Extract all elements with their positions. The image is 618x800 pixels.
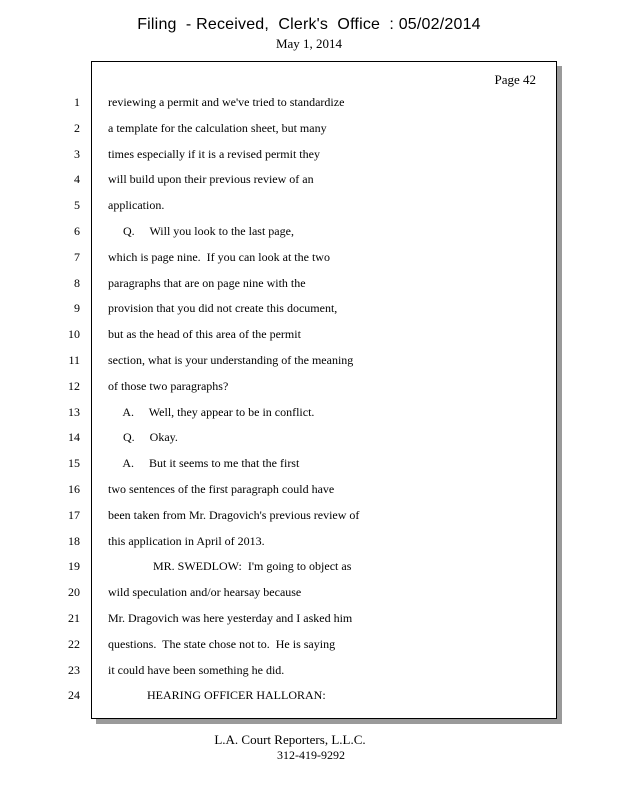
line-number: 7 <box>74 249 80 264</box>
line-text: times especially if it is a revised permit they <box>108 146 320 161</box>
page-number: Page 42 <box>494 72 536 87</box>
filing-stamp: Filing - Received, Clerk's Office : 05/02/2014 <box>137 16 481 33</box>
line-number: 15 <box>68 456 80 471</box>
transcript-line <box>0 119 560 145</box>
transcript-line <box>0 93 560 119</box>
transcript-line <box>0 145 560 171</box>
transcript-line <box>0 506 560 532</box>
line-text: questions. The state chose not to. He is saying <box>108 636 336 651</box>
transcript-line <box>0 403 560 429</box>
line-text: A. Well, they appear to be in conflict. <box>108 404 315 419</box>
transcript-line <box>0 325 560 351</box>
line-text: application. <box>108 198 165 213</box>
line-number: 21 <box>68 610 80 625</box>
line-number: 22 <box>68 636 80 651</box>
transcript-line <box>0 661 560 687</box>
line-number: 10 <box>68 327 80 342</box>
line-number: 12 <box>68 378 80 393</box>
line-text: reviewing a permit and we've tried to standardize <box>108 95 345 109</box>
line-text: Q. Okay. <box>108 430 178 445</box>
transcript-line <box>0 686 560 712</box>
line-text: it could have been something he did. <box>108 662 285 677</box>
transcript-line <box>0 583 560 609</box>
line-number: 6 <box>74 223 80 238</box>
line-number: 13 <box>68 404 80 419</box>
line-text: of those two paragraphs? <box>108 378 229 393</box>
transcript-line <box>0 557 560 583</box>
court-reporter-phone: 312-419-9292 <box>277 748 345 762</box>
transcript-line <box>0 299 560 325</box>
line-text: paragraphs that are on page nine with the <box>108 275 306 290</box>
line-number: 3 <box>74 146 80 161</box>
line-number: 1 <box>74 95 80 109</box>
transcript-line <box>0 248 560 274</box>
line-text: wild speculation and/or hearsay because <box>108 585 302 600</box>
transcript-line <box>0 170 560 196</box>
line-text: which is page nine. If you can look at the two <box>108 249 330 264</box>
line-text: provision that you did not create this document, <box>108 301 338 316</box>
line-text: two sentences of the first paragraph could have <box>108 481 335 496</box>
transcript-line <box>0 274 560 300</box>
line-number: 19 <box>68 559 80 574</box>
transcript-line <box>0 351 560 377</box>
line-text: a template for the calculation sheet, but many <box>108 120 327 135</box>
transcript-line <box>0 635 560 661</box>
line-number: 20 <box>68 585 80 600</box>
court-reporter-name: L.A. Court Reporters, L.L.C. <box>214 732 366 747</box>
line-number: 11 <box>68 352 80 367</box>
line-text: but as the head of this area of the permit <box>108 327 301 342</box>
line-text: HEARING OFFICER HALLORAN: <box>108 688 326 703</box>
line-text: section, what is your understanding of the meaning <box>108 352 354 367</box>
line-number: 4 <box>74 172 80 187</box>
line-number: 17 <box>68 507 80 522</box>
transcript-line <box>0 609 560 635</box>
line-number: 9 <box>74 301 80 316</box>
line-text: will build upon their previous review of an <box>108 172 314 187</box>
transcript-line <box>0 454 560 480</box>
line-text: Mr. Dragovich was here yesterday and I asked him <box>108 610 353 625</box>
line-number: 14 <box>68 430 80 445</box>
line-number: 5 <box>74 198 80 213</box>
transcript-line <box>0 532 560 558</box>
transcript-line <box>0 480 560 506</box>
transcript-date: May 1, 2014 <box>275 36 343 51</box>
transcript-line <box>0 377 560 403</box>
transcript-line <box>0 196 560 222</box>
transcript-lines <box>0 93 560 712</box>
line-number: 2 <box>74 120 80 135</box>
line-number: 18 <box>68 533 80 548</box>
line-number: 24 <box>68 688 80 703</box>
line-number: 16 <box>68 481 80 496</box>
line-text: MR. SWEDLOW: I'm going to object as <box>108 559 352 574</box>
transcript-line <box>0 428 560 454</box>
line-number: 8 <box>74 275 80 290</box>
transcript-line <box>0 222 560 248</box>
line-text: A. But it seems to me that the first <box>108 456 300 471</box>
line-number: 23 <box>68 662 80 677</box>
line-text: this application in April of 2013. <box>108 533 265 548</box>
line-text: been taken from Mr. Dragovich's previous review of <box>108 507 360 522</box>
line-text: Q. Will you look to the last page, <box>108 223 294 238</box>
